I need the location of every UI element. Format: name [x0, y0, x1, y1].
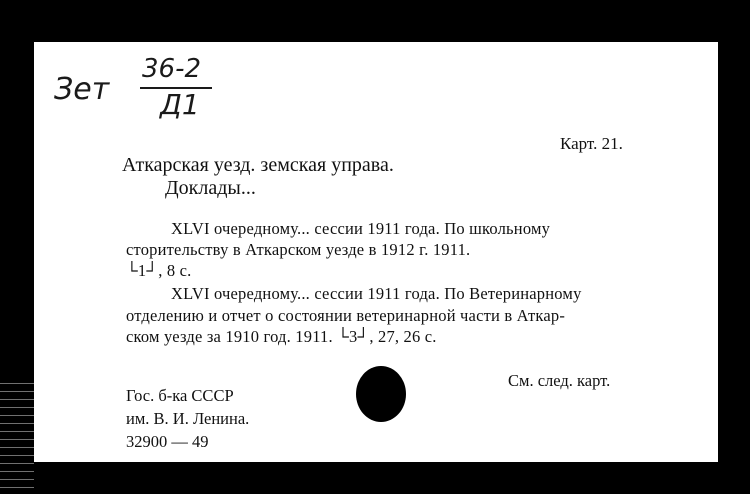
- library-line-2: им. В. И. Ленина.: [126, 409, 250, 428]
- see-next-card: См. след. карт.: [508, 371, 611, 390]
- library-line-1: Гос. б-ка СССР: [126, 386, 234, 405]
- shelfmark-numerator: 36-2: [142, 54, 202, 84]
- card-number: Карт. 21.: [560, 134, 623, 153]
- shelfmark-prefix: Зет: [54, 72, 110, 107]
- catalog-card: [34, 42, 718, 462]
- scan-edge-noise: [0, 380, 34, 494]
- heading-title: Аткарская уезд. земская управа.: [122, 154, 394, 176]
- entry-1-line-3: └1┘, 8 с.: [126, 261, 192, 280]
- entry-2-line-1: XLVI очередному... сессии 1911 года. По Ветеринарному: [171, 284, 582, 303]
- heading-subtitle: Доклады...: [165, 177, 256, 199]
- entry-1-line-1: XLVI очередному... сессии 1911 года. По школьному: [171, 219, 551, 238]
- library-line-3: 32900 — 49: [126, 432, 209, 451]
- shelfmark-denominator: Д1: [160, 88, 200, 121]
- entry-1-line-2: сторительству в Аткарском уезде в 1912 г. 1911.: [126, 240, 471, 259]
- punch-hole: [356, 366, 406, 422]
- entry-2-line-2: отделению и отчет о состоянии ветеринарной части в Аткар-: [126, 306, 566, 325]
- entry-2-line-3: ском уезде за 1910 год. 1911. └3┘, 27, 26 с.: [126, 327, 437, 346]
